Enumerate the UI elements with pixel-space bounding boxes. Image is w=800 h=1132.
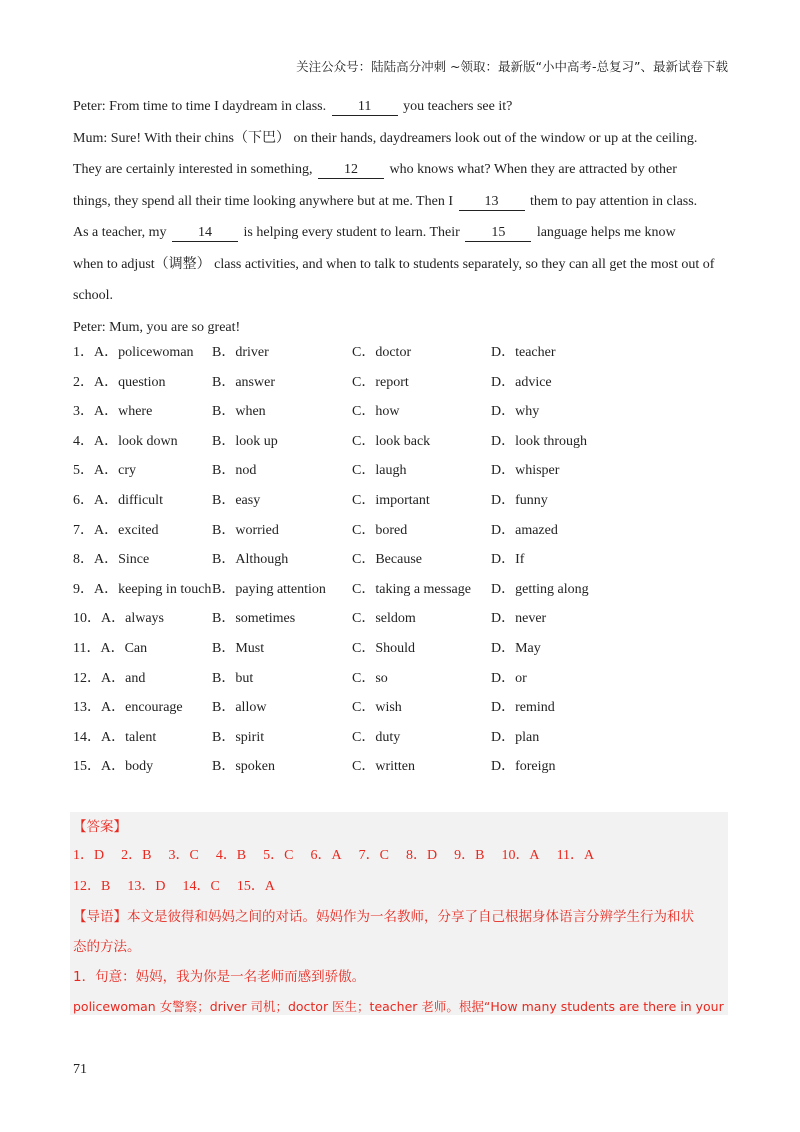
option-b[interactable]: B．answer [212,374,275,390]
option-d[interactable]: D．If [491,552,525,568]
option-c[interactable]: C．bored [352,522,408,538]
option-d[interactable]: D．funny [491,492,548,508]
blank-11[interactable]: 11 [332,99,398,116]
option-c[interactable]: C．taking a message [352,581,471,597]
option-c[interactable]: C．written [352,759,415,775]
option-a[interactable]: 5．A．cry [73,463,136,479]
option-c[interactable]: C．so [352,670,388,686]
option-a[interactable]: 11．A．Can [73,640,148,656]
answer-key: 9．B [454,848,485,863]
answer-key: 1．D [73,848,105,863]
option-row [73,727,733,757]
option-a[interactable]: 6．A．difficult [73,492,163,508]
option-c[interactable]: C．important [352,492,430,508]
option-d[interactable]: D．remind [491,700,555,716]
option-row [73,756,733,786]
blank-12[interactable]: 12 [318,162,384,179]
answer-key: 11．A [556,848,595,863]
option-d[interactable]: D．look through [491,433,588,449]
option-a[interactable]: 9．A．keeping in touch [73,581,212,597]
guide-text: 【导语】本文是彼得和妈妈之间的对话。妈妈作为一名教师，分享了自己根据身体语言分辨学生行为和状 [73,909,694,925]
option-c[interactable]: C．look back [352,433,431,449]
passage-line [73,191,733,223]
answer-key: 12．B [73,879,111,894]
option-row [73,342,733,372]
answer-key: 6．A [310,848,342,863]
explanation-text: policewoman 女警察；driver 司机；doctor 医生；teacher 老师。根据“How many students are there in your [73,999,724,1014]
option-b[interactable]: B．look up [212,433,278,449]
option-row [73,579,733,609]
option-a[interactable]: 14．A．talent [73,729,157,745]
option-c[interactable]: C．how [352,404,400,420]
answer-key: 8．D [405,848,438,863]
option-b[interactable]: B．worried [212,522,279,538]
page-header: 关注公众号：陆陆高分冲刺 ~领取：最新版“小中高考-总复习”、最新试卷下载 [296,59,728,74]
option-row [73,372,733,402]
passage-text: As a teacher, my [73,225,171,240]
answer-heading: 【答案】 [73,819,127,835]
option-d[interactable]: D．May [491,640,541,656]
passage-text: language helps me know [533,225,676,240]
option-a[interactable]: 15．A．body [73,759,154,775]
answer-key: 4．B [215,848,247,863]
answer-key: 3．C [168,848,199,863]
option-d[interactable]: D．or [491,670,527,686]
dialogue-passage [73,96,733,348]
option-c[interactable]: C．report [352,374,409,390]
passage-text: They are certainly interested in something, [73,162,316,177]
option-a[interactable]: 12．A．and [73,670,146,686]
option-d[interactable]: D．never [491,611,547,627]
option-row [73,401,733,431]
answer-key: 2．B [121,848,152,863]
passage-text: Peter: From time to time I daydream in class. [73,99,330,114]
guide-text: 态的方法。 [73,939,141,955]
option-row [73,549,733,579]
option-a[interactable]: 10．A．always [73,611,164,627]
option-b[interactable]: B．driver [212,345,269,360]
option-b[interactable]: B．Although [212,552,289,568]
answer-keys-row [73,876,292,898]
option-d[interactable]: D．teacher [491,345,556,360]
blank-14[interactable]: 14 [172,225,238,242]
passage-line: school. [73,288,114,303]
options-table [73,342,733,786]
option-b[interactable]: B．spirit [212,729,265,745]
option-row [73,520,733,550]
option-b[interactable]: B．allow [212,700,267,716]
option-b[interactable]: B．sometimes [212,611,296,627]
passage-line: when to adjust（调整） class activities, and when to talk to students separately, so they can all get the most out of [73,256,715,272]
option-d[interactable]: D．foreign [491,759,556,775]
option-d[interactable]: D．getting along [491,581,589,597]
passage-text: who knows what? When they are attracted by other [385,162,677,177]
explanation-text: 1．句意：妈妈，我为你是一名老师而感到骄傲。 [73,969,366,985]
option-a[interactable]: 8．A．Since [73,552,150,568]
option-c[interactable]: C．doctor [352,345,412,360]
option-b[interactable]: B．paying attention [212,581,326,597]
answer-key: 15．A [236,879,275,894]
option-a[interactable]: 7．A．excited [73,522,159,538]
option-c[interactable]: C．duty [352,729,401,745]
passage-text: them to pay attention in class. [526,193,698,209]
passage-text: you teachers see it? [399,99,513,114]
option-a[interactable]: 1．A．policewoman [73,345,194,360]
option-d[interactable]: D．plan [491,729,540,745]
passage-text: things, they spend all their time looking anywhere but at me. Then I [73,193,457,209]
option-c[interactable]: C．seldom [352,611,416,627]
option-b[interactable]: B．Must [212,640,265,656]
option-b[interactable]: B．easy [212,492,261,508]
option-c[interactable]: C．Should [352,640,416,656]
answer-key: 5．C [263,848,294,863]
option-c[interactable]: C．wish [352,700,402,716]
option-c[interactable]: C．Because [352,552,422,568]
blank-15[interactable]: 15 [465,225,531,242]
option-b[interactable]: B．when [212,404,266,420]
option-row [73,608,733,638]
answer-key: 13．D [127,879,166,894]
option-a[interactable]: 2．A．question [73,374,166,390]
passage-line [73,222,733,254]
option-row [73,697,733,727]
option-b[interactable]: B．but [212,670,254,686]
answer-key: 14．C [182,879,220,894]
passage-line [73,96,733,128]
passage-line: Mum: Sure! With their chins（下巴） on their hands, daydreamers look out of the window or up at the ceiling. [73,130,698,146]
passage-text: is helping every student to learn. Their [240,225,464,240]
page-number: 71 [73,1062,87,1077]
answer-keys-row [73,845,611,867]
option-d[interactable]: D．advice [491,374,552,390]
option-b[interactable]: B．nod [212,463,257,479]
option-row [73,638,733,668]
option-c[interactable]: C．laugh [352,463,407,479]
option-d[interactable]: D．amazed [491,522,558,538]
passage-line: Peter: Mum, you are so great! [73,319,241,335]
option-d[interactable]: D．whisper [491,463,560,479]
option-row [73,431,733,461]
passage-line [73,159,733,191]
blank-13[interactable]: 13 [459,194,525,211]
option-a[interactable]: 4．A．look down [73,433,178,449]
option-b[interactable]: B．spoken [212,759,275,775]
answer-key: 10．A [501,848,540,863]
option-a[interactable]: 13．A．encourage [73,700,183,716]
option-row [73,668,733,698]
option-row [73,460,733,490]
option-row [73,490,733,520]
answer-key: 7．C [358,848,389,863]
option-d[interactable]: D．why [491,404,540,420]
option-a[interactable]: 3．A．where [73,404,153,420]
